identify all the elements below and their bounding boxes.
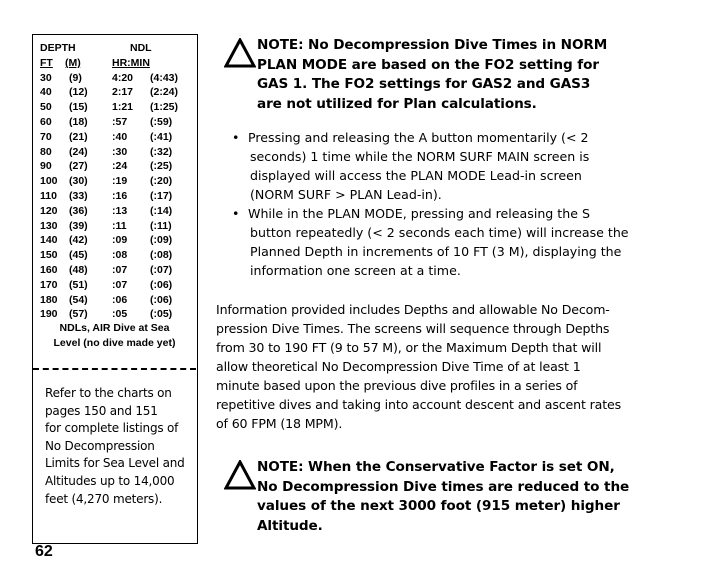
ndl-time-alt: (:41) [150, 130, 173, 143]
ndl-time-alt: (:09) [150, 234, 173, 247]
bullet-line: button repeatedly (< 2 seconds each time) will increase the [250, 225, 629, 240]
ndl-time-alt: (:17) [150, 189, 173, 202]
table-row [40, 293, 190, 308]
ndl-time-alt: (:14) [150, 204, 173, 217]
table-row [40, 263, 190, 278]
ndl-caption-line: Level (no dive made yet) [53, 337, 176, 349]
ndl-time-alt: (:59) [150, 115, 173, 128]
depth-ft: 170 [40, 278, 58, 291]
depth-m: (33) [69, 189, 88, 202]
refer-line: for complete listings of [45, 421, 179, 436]
bullet-line: While in the PLAN MODE, pressing and releasing the S [248, 206, 590, 221]
depth-m: (51) [69, 278, 88, 291]
ndl-time: :30 [112, 145, 128, 158]
depth-ft: 190 [40, 308, 58, 321]
dashed-divider [33, 368, 196, 370]
depth-m: (45) [69, 249, 88, 262]
bullet-line: Pressing and releasing the A button momentarily (< 2 [248, 130, 589, 145]
note-line: No Decompression Dive times are reduced to the [257, 478, 630, 495]
depth-m: (42) [69, 234, 88, 247]
ndl-table-body [40, 71, 190, 323]
depth-ft: 100 [40, 175, 58, 188]
depth-ft: 110 [40, 189, 57, 202]
ndl-time: :05 [112, 308, 128, 321]
table-row [40, 85, 190, 100]
warning-triangle-icon [224, 460, 256, 490]
refer-text [45, 385, 195, 508]
ndl-time-alt: (1:25) [150, 101, 179, 114]
depth-ft: 130 [40, 219, 58, 232]
ndl-time: :09 [112, 234, 128, 247]
bullet-icon: • [232, 130, 240, 145]
note-plan-mode-text [257, 36, 607, 114]
depth-ft: 70 [40, 130, 52, 143]
ndl-time: 4:20 [112, 71, 134, 84]
header-ndl: NDL [130, 42, 152, 54]
ndl-time-alt: (:32) [150, 145, 173, 158]
depth-ft: 180 [40, 293, 58, 306]
note-line: values of the next 3000 foot (915 meter) higher [257, 498, 620, 514]
ndl-table-header-row [40, 41, 190, 56]
ndl-time-alt: (:25) [150, 160, 173, 173]
ndl-time: :57 [112, 115, 128, 128]
bullet-icon: • [232, 206, 240, 221]
depth-m: (48) [69, 263, 88, 276]
ndl-time: 2:17 [112, 86, 134, 99]
refer-line: Refer to the charts on [45, 386, 172, 400]
depth-m: (36) [69, 204, 88, 217]
ndl-time: :07 [112, 278, 128, 291]
list-item [230, 204, 670, 280]
table-row [40, 248, 190, 263]
table-row [40, 145, 190, 160]
refer-line: Limits for Sea Level and [45, 456, 185, 471]
table-row [40, 219, 190, 234]
ndl-time: :07 [112, 263, 128, 276]
bullet-line: information one screen at a time. [250, 263, 461, 278]
ndl-time-alt: (:06) [150, 293, 173, 306]
bullet-line: seconds) 1 time while the NORM SURF MAIN screen is [250, 149, 590, 164]
refer-line: No Decompression [45, 438, 155, 453]
ndl-time: 1:21 [112, 101, 134, 114]
ndl-time-alt: (:07) [150, 263, 173, 276]
table-row [40, 159, 190, 174]
info-paragraph [216, 300, 678, 433]
ndl-time-alt: (:20) [150, 175, 173, 188]
bullet-line: displayed will access the PLAN MODE Lead-in screen [250, 168, 582, 183]
depth-ft: 80 [40, 145, 52, 158]
depth-ft: 90 [40, 160, 52, 173]
ndl-time-alt: (:08) [150, 249, 173, 262]
ndl-time: :16 [112, 189, 128, 202]
depth-m: (21) [69, 130, 88, 143]
depth-m: (27) [69, 160, 88, 173]
table-row [40, 130, 190, 145]
depth-ft: 160 [40, 263, 58, 276]
ndl-time: :13 [112, 204, 128, 217]
warning-triangle-icon [224, 38, 256, 68]
table-row [40, 233, 190, 248]
depth-ft: 60 [40, 115, 52, 128]
depth-ft: 140 [40, 234, 58, 247]
header-m: (M) [65, 56, 81, 69]
paragraph-line: Information provided includes Depths and allowable No Decom- [216, 302, 610, 317]
ndl-time: :11 [112, 219, 127, 232]
ndl-time-alt: (2:24) [150, 86, 179, 99]
table-row [40, 189, 190, 204]
paragraph-line: minute based upon the previous dive profiles in a series of [216, 378, 578, 393]
ndl-time-alt: (:11) [150, 219, 172, 232]
ndl-caption [33, 321, 196, 351]
paragraph-line: repetitive dives and taking into account descent and ascent rates [216, 397, 622, 412]
header-ft: FT [40, 56, 53, 69]
refer-line: pages 150 and 151 [45, 403, 158, 418]
paragraph-line: pression Dive Times. The screens will sequence through Depths [216, 321, 610, 336]
depth-ft: 120 [40, 204, 58, 217]
depth-ft: 30 [40, 71, 52, 84]
table-row [40, 100, 190, 115]
note-line: GAS 1. The FO2 settings for GAS2 and GAS3 [257, 76, 591, 92]
paragraph-line: allow theoretical No Decompression Dive Time of at least 1 [216, 359, 581, 374]
table-row [40, 115, 190, 130]
ndl-time-alt: (4:43) [150, 71, 179, 84]
ndl-time: :40 [112, 130, 128, 143]
ndl-time: :24 [112, 160, 128, 173]
table-row [40, 307, 190, 322]
note-conservative-text [257, 458, 629, 536]
ndl-time-alt: (:05) [150, 308, 173, 321]
refer-line: Altitudes up to 14,000 [45, 473, 175, 488]
table-row [40, 278, 190, 293]
depth-m: (9) [69, 71, 82, 84]
bullet-list [230, 128, 670, 280]
depth-m: (18) [69, 115, 88, 128]
ndl-sidebar-box [32, 34, 198, 544]
ndl-time: :08 [112, 249, 128, 262]
ndl-time-alt: (:06) [150, 278, 173, 291]
header-hrmin: HR:MIN [112, 56, 150, 69]
depth-m: (30) [69, 175, 88, 188]
paragraph-line: from 30 to 190 FT (9 to 57 M), or the Maximum Depth that will [216, 340, 602, 355]
note-line: Altitude. [257, 517, 323, 534]
note-line: are not utilized for Plan calculations. [257, 95, 537, 112]
depth-ft: 40 [40, 86, 52, 99]
depth-ft: 50 [40, 101, 52, 114]
table-row [40, 71, 190, 86]
note-line: PLAN MODE are based on the FO2 setting for [257, 56, 599, 73]
table-row [40, 204, 190, 219]
depth-m: (15) [69, 101, 88, 114]
bullet-line: (NORM SURF > PLAN Lead-in). [250, 187, 442, 202]
depth-m: (12) [69, 86, 88, 99]
refer-line: feet (4,270 meters). [45, 491, 163, 506]
depth-m: (54) [69, 293, 88, 306]
depth-m: (24) [69, 145, 88, 158]
ndl-table-units-row [40, 56, 190, 71]
ndl-caption-line: NDLs, AIR Dive at Sea [59, 322, 170, 334]
ndl-time: :06 [112, 293, 128, 306]
paragraph-line: of 60 FPM (18 MPM). [216, 416, 343, 431]
note-line: NOTE: No Decompression Dive Times in NORM [257, 37, 608, 53]
depth-ft: 150 [40, 249, 58, 262]
bullet-line: Planned Depth in increments of 10 FT (3 M), displaying the [250, 244, 622, 259]
depth-m: (57) [69, 308, 88, 321]
ndl-time: :19 [112, 175, 128, 188]
note-line: NOTE: When the Conservative Factor is set ON, [257, 459, 615, 475]
table-row [40, 174, 190, 189]
depth-m: (39) [69, 219, 88, 232]
page-number: 62 [35, 543, 53, 560]
list-item [230, 128, 670, 204]
header-depth: DEPTH [40, 42, 76, 54]
ndl-table [40, 41, 190, 322]
